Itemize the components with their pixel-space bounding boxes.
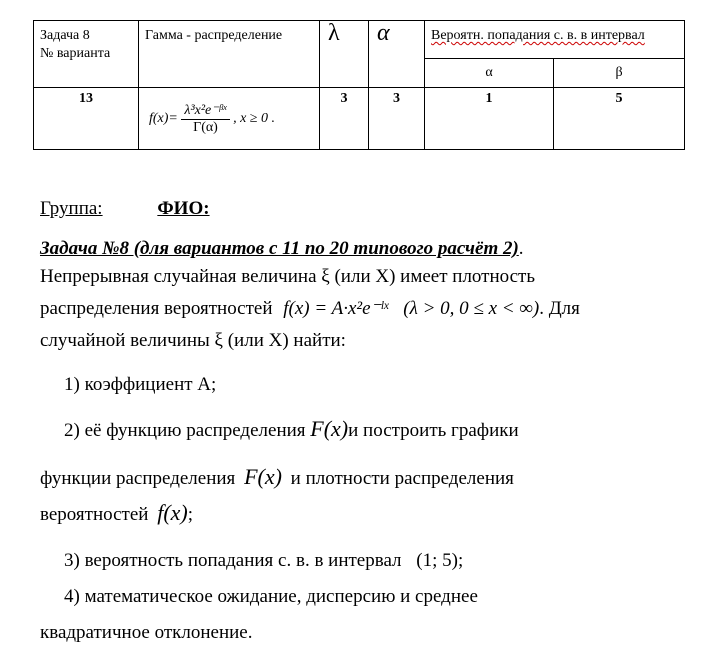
formula-cell [139,88,320,150]
item-2-text-c: функции распределения [40,468,236,489]
item-2-text-d: и плотности распределения [290,468,514,489]
task-body [40,236,680,646]
lambda-header: λ [328,20,340,46]
interval-header: Вероятн. попадания с. в. в интервал [431,28,645,43]
density-formula: f(x) = A·x²e⁻ˡˣ [283,298,389,319]
task-title: Задача №8 (для вариантов с 11 по 20 типового расчёт 2) [40,238,519,259]
name-label: ФИО: [157,198,210,219]
f-x-symbol: f(x) [157,500,188,525]
intro-line-1: Непрерывная случайная величина ξ (или X) имеет плотность [40,266,536,287]
formula-denominator: Γ(α) [193,119,218,135]
formula-fraction [181,102,229,136]
variant-header: № варианта [40,46,111,61]
density-condition: (λ > 0, 0 ≤ x < ∞) [403,298,540,319]
lambda-value: 3 [320,88,369,150]
variant-table [33,20,685,150]
intro-tail: . Для [539,298,580,319]
F-x-symbol: F(x) [310,416,349,441]
alpha-value: 3 [369,88,425,150]
interval-alpha-value: 1 [425,88,554,150]
item-3-text: 3) вероятность попадания с. в. в интервал [64,550,402,571]
item-2-line-3 [40,500,680,528]
lambda-header-cell [320,21,369,88]
intro-text: распределения вероятностей [40,298,273,319]
interval-header-cell [425,21,685,59]
item-2-text-b: и построить графики [348,420,519,441]
intro-line-3: случайной величины ξ (или X) найти: [40,330,346,351]
task-title-end: . [518,238,524,259]
interval-beta-header: β [554,58,685,87]
task-header: Задача 8 [40,28,90,43]
item-4-line-1: 4) математическое ожидание, дисперсию и среднее [64,586,478,607]
item-3 [40,548,680,574]
task-title-line [40,236,680,262]
item-4-line-2: квадратичное отклонение. [40,622,253,643]
interval-value: (1; 5) [416,550,458,571]
item-2-line-1 [40,416,680,444]
intro-line-2 [40,296,680,322]
group-label: Группа: [40,198,103,219]
formula-lhs: f(x)= [149,110,178,126]
formula-condition: , x ≥ 0 . [233,110,275,126]
variant-value: 13 [34,88,139,150]
distribution-header-cell [139,21,320,88]
item-2-semicolon: ; [187,504,194,525]
interval-beta-value: 5 [554,88,685,150]
item-2-text-e: вероятностей [40,504,149,525]
alpha-header-cell [369,21,425,88]
formula-numerator: λ³x²e⁻ᵝˣ [181,102,229,120]
group-line [40,196,680,222]
item-3-semicolon: ; [457,550,464,571]
interval-alpha-header: α [425,58,554,87]
F-x-symbol-2: F(x) [244,464,282,489]
distribution-header: Гамма - распределение [145,28,283,43]
item-2-text: 2) её функцию распределения [64,420,306,441]
item-2-line-2 [40,464,680,492]
item-1: 1) коэффициент A; [64,374,217,395]
task-variant-header [34,21,139,88]
alpha-header: α [377,20,390,46]
